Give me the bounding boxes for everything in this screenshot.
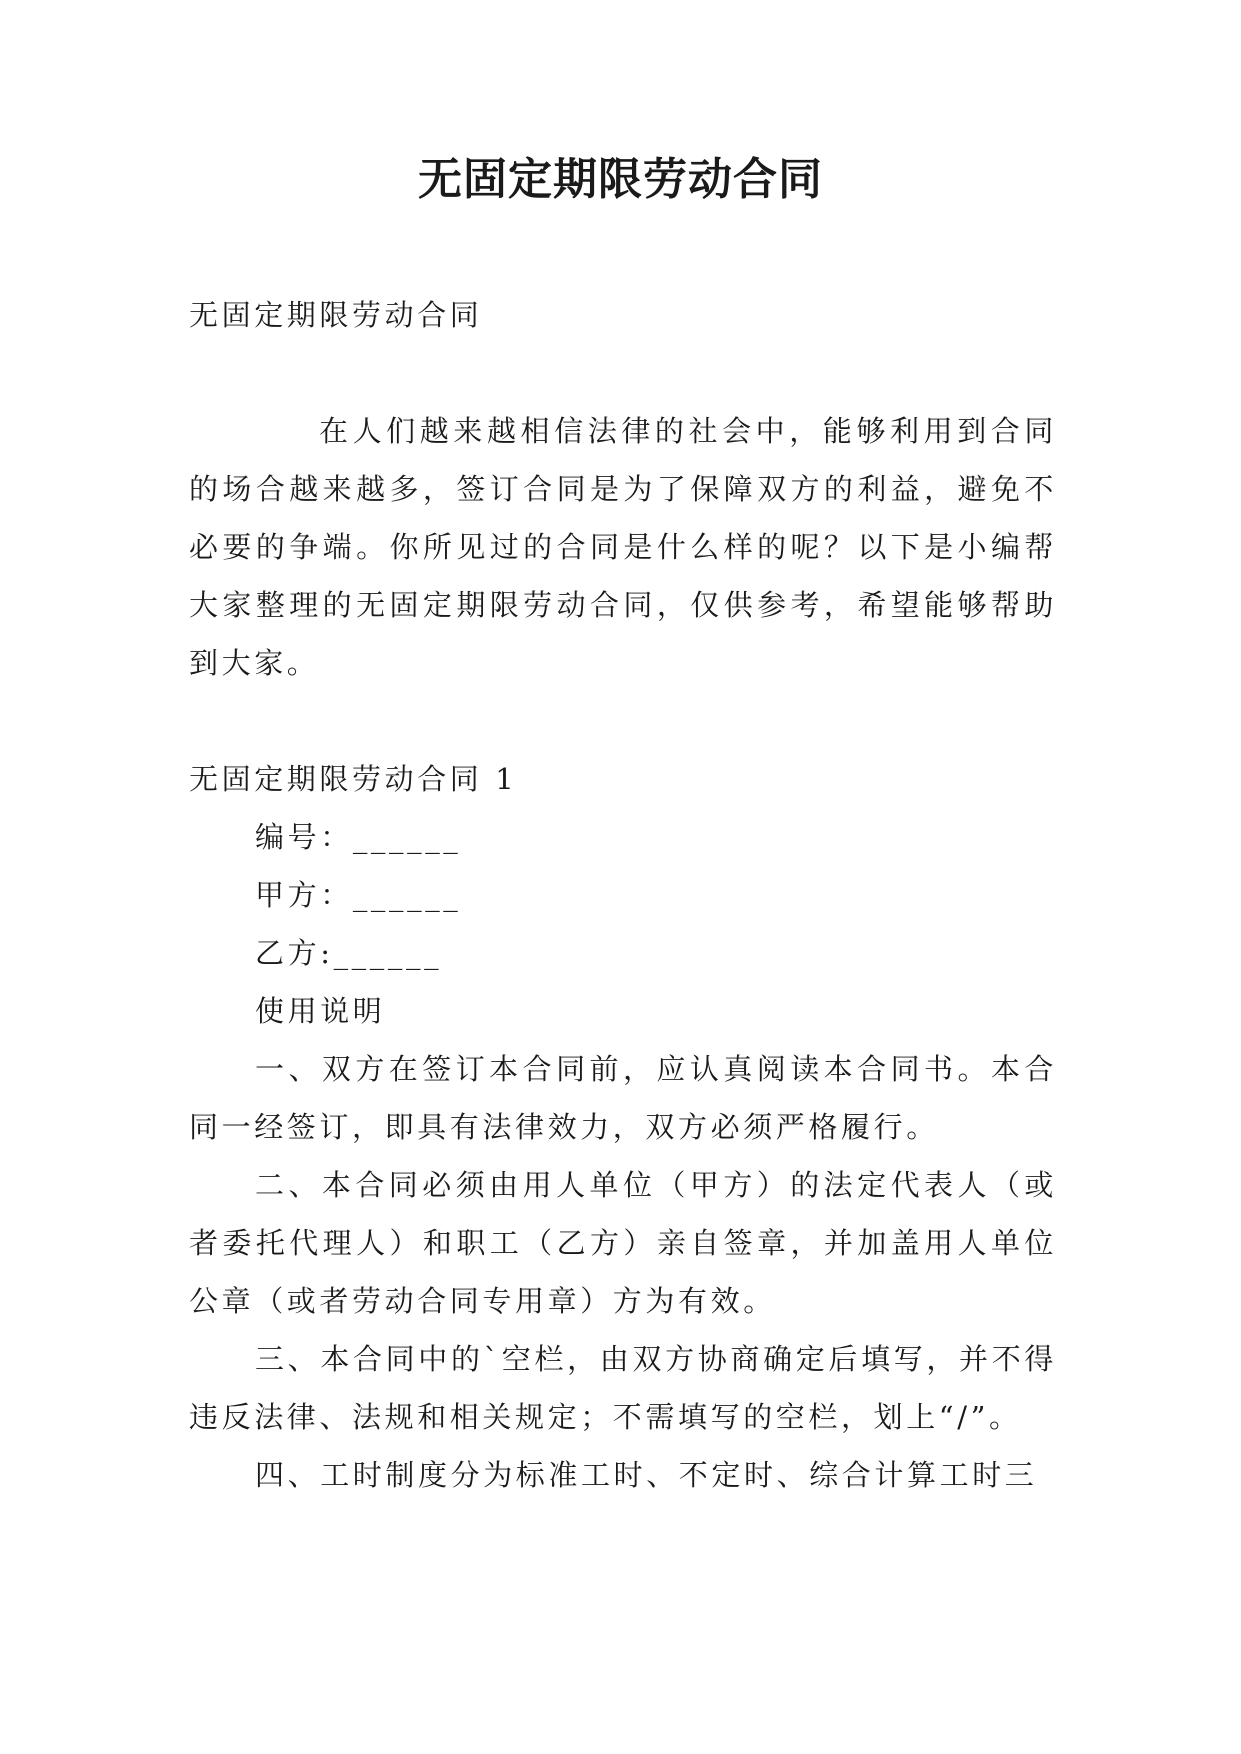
- field-party-b: [189, 924, 1057, 982]
- field-contract-number: [189, 808, 1057, 866]
- field-blank: ______: [352, 820, 462, 854]
- field-blank: ______: [352, 878, 462, 912]
- instructions-heading: 使用说明: [255, 994, 386, 1028]
- instruction-paragraph-4: 四、工时制度分为标准工时、不定时、综合计算工时三: [255, 1458, 1038, 1492]
- instruction-paragraph-3: 三、本合同中的`空栏，由双方协商确定后填写，并不得违反法律、法规和相关规定；不需填写的空栏，划上“/”。: [189, 1342, 1057, 1434]
- field-party-a: [189, 866, 1057, 924]
- document-body: [189, 286, 1057, 1504]
- field-label: 编号：: [255, 820, 353, 854]
- instruction-paragraph-1: 一、双方在签订本合同前，应认真阅读本合同书。本合同一经签订，即具有法律效力，双方必须严格履行。: [189, 1052, 1057, 1144]
- field-blank: ______: [333, 936, 443, 970]
- field-label: 甲方：: [255, 878, 353, 912]
- intro-paragraph: 在人们越来越相信法律的社会中，能够利用到合同的场合越来越多，签订合同是为了保障双方的利益，避免不必要的争端。你所见过的合同是什么样的呢？以下是小编帮大家整理的无固定期限劳动合同，仅供参考，希望能够帮助到大家。: [189, 414, 1057, 680]
- document-subtitle: 无固定期限劳动合同: [189, 298, 483, 332]
- section-heading: 无固定期限劳动合同 1: [189, 762, 518, 796]
- field-label: 乙方:: [255, 936, 334, 970]
- instruction-paragraph-2: 二、本合同必须由用人单位（甲方）的法定代表人（或者委托代理人）和职工（乙方）亲自签章，并加盖用人单位公章（或者劳动合同专用章）方为有效。: [189, 1168, 1057, 1318]
- document-title: 无固定期限劳动合同: [418, 154, 823, 205]
